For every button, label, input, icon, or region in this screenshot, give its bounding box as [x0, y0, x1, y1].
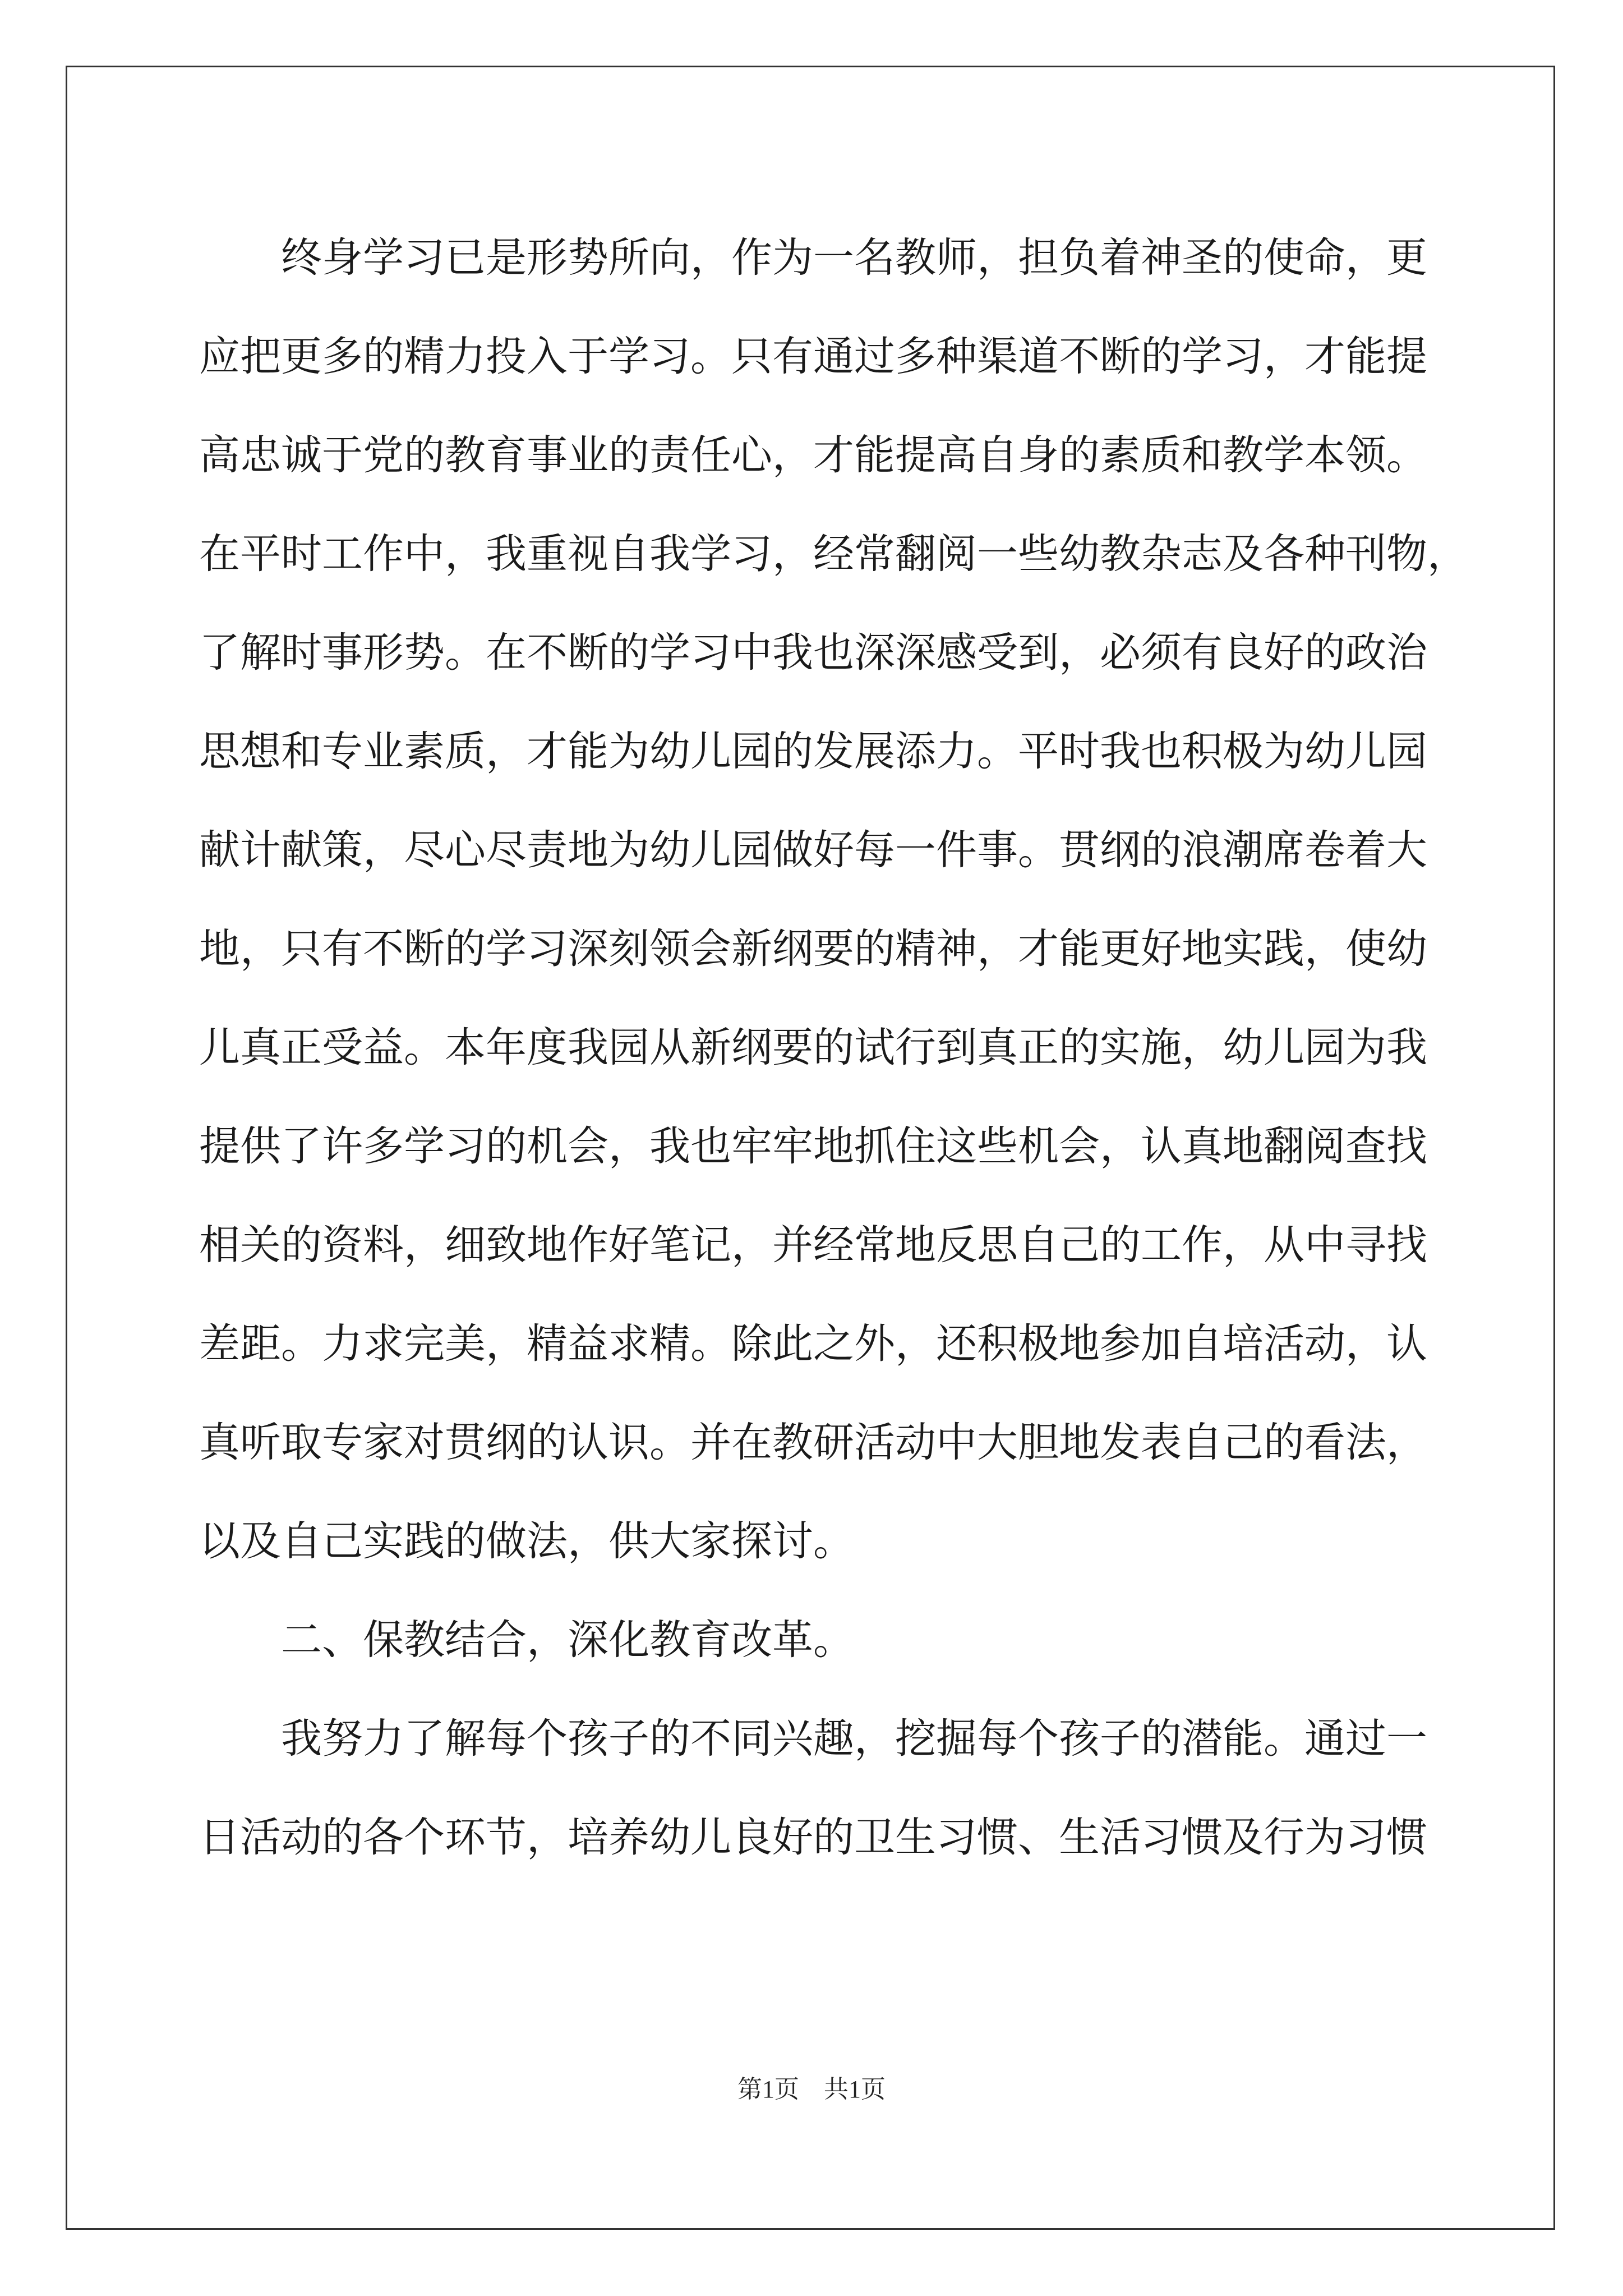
paragraph-line: 在平时工作中，我重视自我学习，经常翻阅一些幼教杂志及各种刊物，	[199, 530, 1468, 578]
paragraph-line: 我努力了解每个孩子的不同兴趣，挖掘每个孩子的潜能。通过一	[281, 1715, 1427, 1763]
paragraph-line: 应把更多的精力投入于学习。只有通过多种渠道不断的学习，才能提	[199, 333, 1427, 380]
paragraph-line: 献计献策，尽心尽责地为幼儿园做好每一件事。贯纲的浪潮席卷着大	[199, 826, 1427, 874]
paragraph-line: 真听取专家对贯纲的认识。并在教研活动中大胆地发表自己的看法，	[199, 1419, 1427, 1466]
paragraph-line: 了解时事形势。在不断的学习中我也深深感受到，必须有良好的政治	[199, 629, 1427, 677]
paragraph-line: 思想和专业素质，才能为幼儿园的发展添力。平时我也积极为幼儿园	[199, 728, 1427, 775]
section-heading: 二、保教结合，深化教育改革。	[281, 1616, 854, 1664]
paragraph-line: 儿真正受益。本年度我园从新纲要的试行到真正的实施，幼儿园为我	[199, 1024, 1427, 1071]
page-number-footer: 第1页 共1页	[737, 2076, 886, 2103]
paragraph-line: 相关的资料，细致地作好笔记，并经常地反思自己的工作，从中寻找	[199, 1221, 1427, 1269]
document-body	[199, 209, 1468, 1887]
paragraph-line: 地，只有不断的学习深刻领会新纲要的精神，才能更好地实践，使幼	[199, 925, 1427, 973]
paragraph-line: 终身学习已是形势所向，作为一名教师，担负着神圣的使命，更	[281, 234, 1427, 282]
paragraph-line: 提供了许多学习的机会，我也牢牢地抓住这些机会，认真地翻阅查找	[199, 1122, 1427, 1170]
paragraph-line: 高忠诚于党的教育事业的责任心，才能提高自身的素质和教学本领。	[199, 431, 1427, 479]
paragraph-line: 差距。力求完美，精益求精。除此之外，还积极地参加自培活动，认	[199, 1320, 1427, 1368]
paragraph-line: 日活动的各个环节，培养幼儿良好的卫生习惯、生活习惯及行为习惯	[199, 1814, 1427, 1861]
paragraph-line: 以及自己实践的做法，供大家探讨。	[199, 1517, 854, 1565]
